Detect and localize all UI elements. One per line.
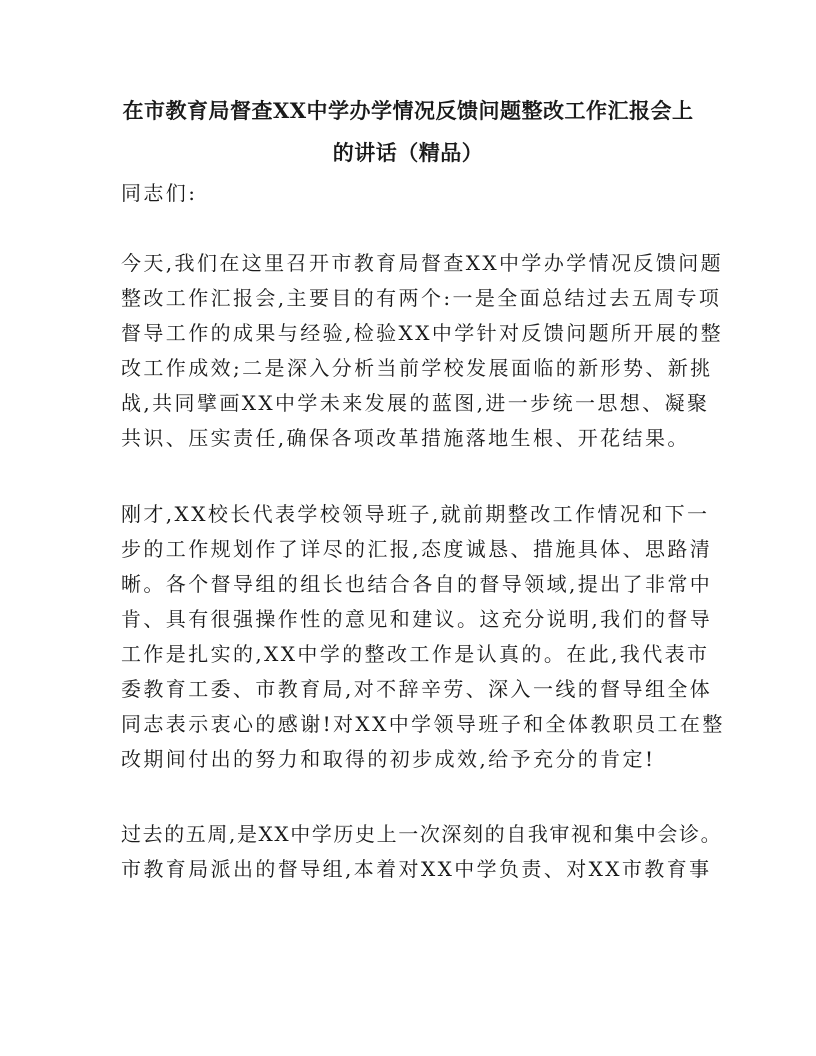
paragraph-line: 过去的五周,是XX中学历史上一次深刻的自我审视和集中会诊。	[121, 822, 723, 846]
paragraph-line: 晰。各个督导组的组长也结合各自的督导领域,提出了非常中	[121, 572, 713, 596]
paragraph-line: 今天,我们在这里召开市教育局督查XX中学办学情况反馈问题	[121, 251, 724, 275]
paragraph-line: 整改工作汇报会,主要目的有两个:一是全面总结过去五周专项	[121, 286, 722, 310]
paragraph-line: 工作是扎实的,XX中学的整改工作是认真的。在此,我代表市	[121, 642, 710, 666]
document-title-line-2: 的讲话（精品）	[332, 140, 484, 165]
paragraph-line: 同志表示衷心的感谢!对XX中学领导班子和全体教职员工在整	[121, 712, 725, 736]
paragraph-line: 市教育局派出的督导组,本着对XX中学负责、对XX市教育事	[121, 857, 712, 881]
paragraph-line: 战,共同擘画XX中学未来发展的蓝图,进一步统一思想、凝聚	[121, 391, 710, 415]
paragraph-line: 委教育工委、市教育局,对不辞辛劳、深入一线的督导组全体	[121, 677, 713, 701]
document-title-line-1: 在市教育局督查XX中学办学情况反馈问题整改工作汇报会上	[122, 98, 694, 123]
paragraph-line: 改期间付出的努力和取得的初步成效,给予充分的肯定!	[121, 747, 656, 771]
paragraph-line: 督导工作的成果与经验,检验XX中学针对反馈问题所开展的整	[121, 321, 724, 345]
paragraph-line: 步的工作规划作了详尽的汇报,态度诚恳、措施具体、思路清	[121, 537, 713, 561]
paragraph-line: 改工作成效;二是深入分析当前学校发展面临的新形势、新挑	[121, 356, 713, 380]
paragraph-line: 刚才,XX校长代表学校领导班子,就前期整改工作情况和下一	[121, 502, 710, 526]
salutation: 同志们:	[121, 181, 198, 205]
paragraph-line: 共识、压实责任,确保各项改革措施落地生根、开花结果。	[121, 426, 690, 450]
paragraph-line: 肯、具有很强操作性的意见和建议。这充分说明,我们的督导	[121, 607, 713, 631]
